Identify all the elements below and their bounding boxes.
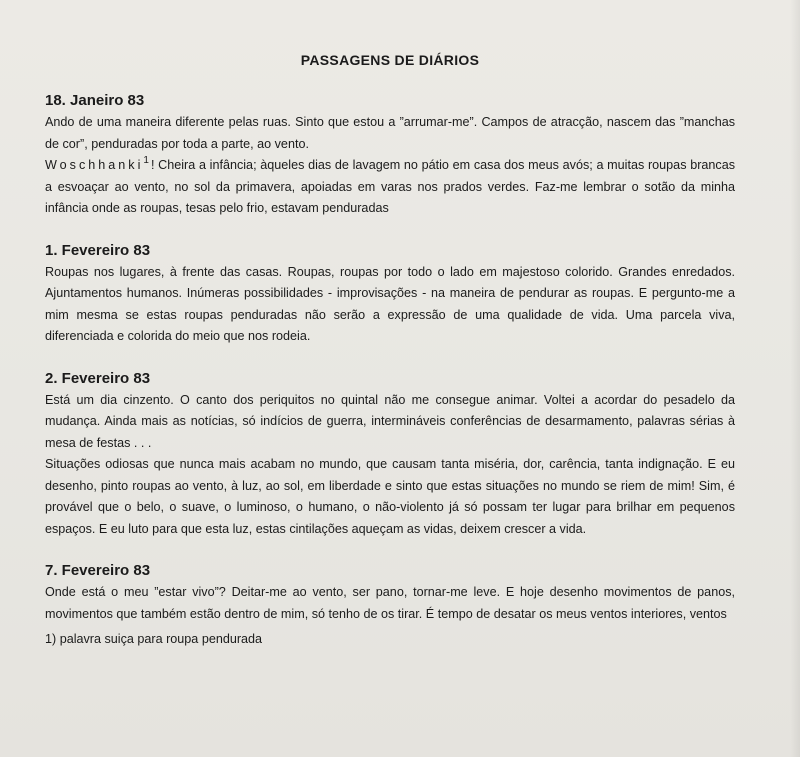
- diary-entry-1-fevereiro: [45, 240, 735, 348]
- diary-entry-2-fevereiro: [45, 368, 735, 541]
- entry-date: 1. Fevereiro 83: [45, 241, 151, 259]
- entry-paragraph: Situações odiosas que nunca mais acabam no mundo, que causam tanta miséria, dor, carência, tanta indignação. E eu desenho, pinto roupas ao vento, à luz, ao sol, em liberdade e sinto que estas situações no mundo se riem de mim! Sim, é provável que o belo, o suave, o luminoso, o humano, o não-violento já só possam ter lugar para brilhar em pequenos espaços. E eu luto para que esta luz, estas cintilações aqueçam as vidas, deixem crescer a vida.: [45, 457, 735, 536]
- entry-date: 7. Fevereiro 83: [45, 562, 151, 579]
- page-title: PASSAGENS DE DIÁRIOS: [300, 52, 480, 68]
- footnote-marker: 1: [143, 155, 149, 166]
- footnote-reference: [45, 155, 149, 177]
- entry-paragraph-text: ! Cheira a infância; àqueles dias de lavagem no pátio em casa dos meus avós; a muitas roupas brancas a esvoaçar ao vento, no sol da primavera, apoiadas em varas nos prados verdes. Faz-me lembrar o sotão da minha infância onde as roupas, tesas pelo frio, estavam penduradas: [45, 158, 735, 215]
- entry-date: 18. Janeiro 83: [45, 92, 145, 109]
- footnote: 1) palavra suiça para roupa pendurada: [45, 632, 263, 646]
- diary-entry-7-fevereiro: [45, 560, 735, 625]
- entry-paragraph: Onde está o meu ”estar vivo”? Deitar-me ao vento, ser pano, tornar-me leve. E hoje desenho movimentos de panos, movimentos que também estão dentro de mim, só tenho de os tirar. É tempo de desatar os meus ventos interiores, ventos: [45, 585, 735, 621]
- diary-entry-18-janeiro: [45, 90, 735, 220]
- entry-date: 2. Fevereiro 83: [45, 369, 151, 387]
- entry-paragraph: Roupas nos lugares, à frente das casas. Roupas, roupas por todo o lado em majestoso colorido. Grandes enredados. Ajuntamentos humanos. Inúmeras possibilidades - improvisações - na maneira de pendurar as roupas. E pergunto-me a mim mesma se estas roupas penduradas não serão a expressão de uma qualidade de vida. Uma parcela viva, diferenciada e colorida do meio que nos rodeia.: [45, 264, 735, 343]
- entry-paragraph: Está um dia cinzento. O canto dos periquitos no quintal não me consegue animar. Voltei a acordar do pesadelo da mudança. Ainda mais as notícias, só indícios de guerra, intermináveis conferências de desarmamento, palavras sérias à mesa de festas . . .: [45, 392, 735, 450]
- entry-paragraph: Ando de uma maneira diferente pelas ruas. Sinto que estou a ”arrumar-me”. Campos de atracção, nascem das ”manchas de cor”, penduradas por toda a parte, ao vento.: [45, 115, 735, 151]
- diary-entries: [45, 90, 735, 645]
- page-edge-shadow: [790, 0, 800, 757]
- swiss-word: Woschhanki: [45, 158, 144, 172]
- entry-paragraph: [45, 155, 735, 220]
